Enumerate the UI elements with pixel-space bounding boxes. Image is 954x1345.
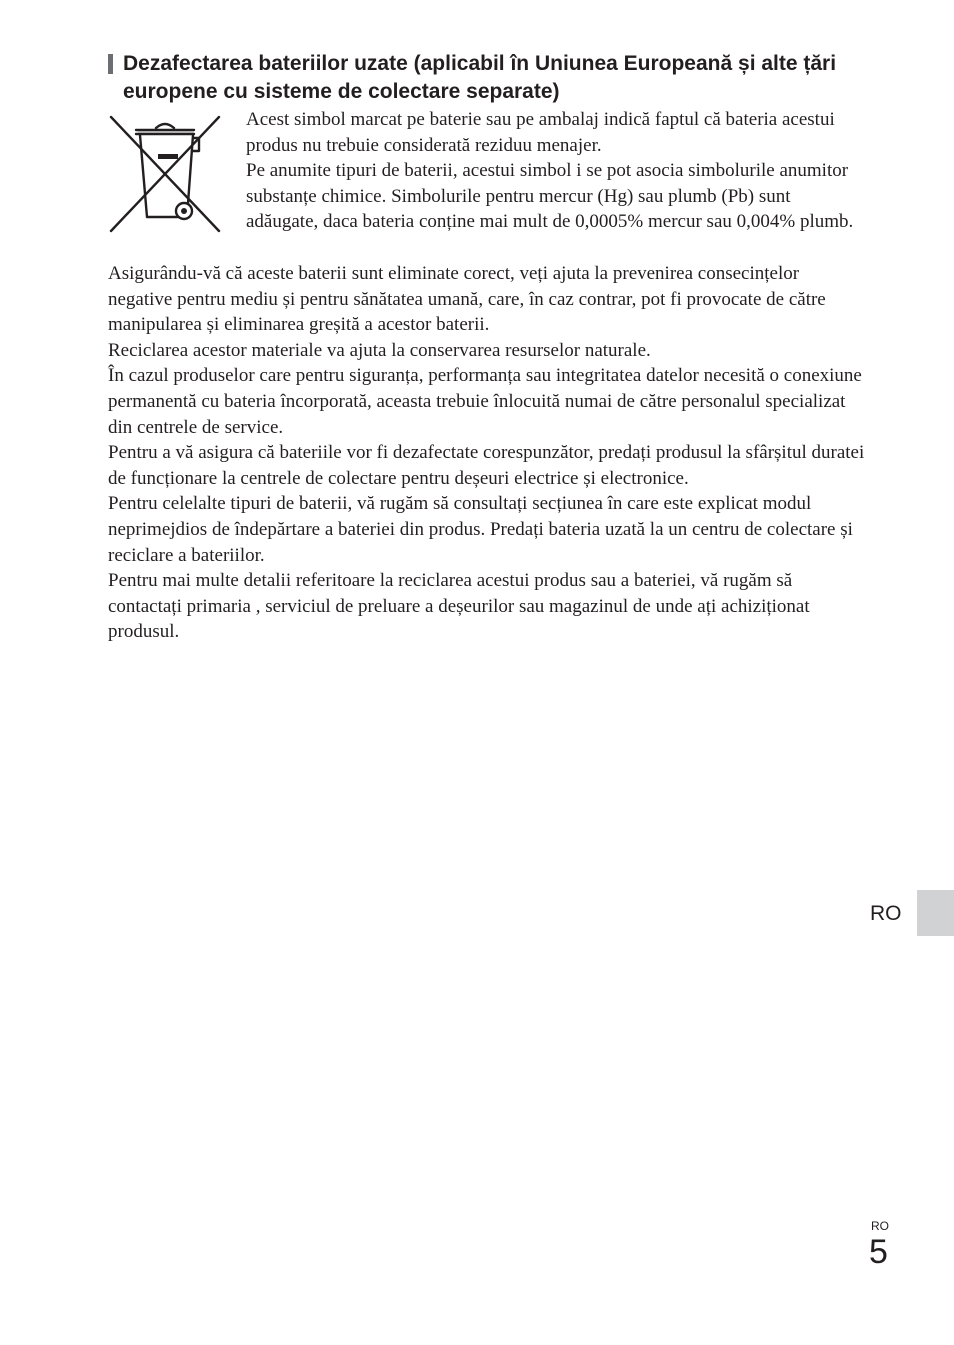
section-title: Dezafectarea bateriilor uzate (aplicabil în Uniunea Europeană și alte țări europene cu sisteme de colectare separate) (123, 52, 837, 103)
paragraph: Reciclarea acestor materiale va ajuta la conservarea resurselor naturale. (108, 339, 651, 361)
page-number: 5 (869, 1233, 888, 1271)
footer-language-code: RO (871, 1219, 889, 1233)
heading-marker (108, 54, 113, 74)
intro-paragraph: Acest simbol marcat pe baterie sau pe ambalaj indică faptul că bateria acestui produs nu trebuie considerată reziduu menajer. (246, 109, 835, 156)
language-tab (917, 890, 954, 936)
paragraph: Pentru celelalte tipuri de baterii, vă rugăm să consultați secțiunea în care este explicat modul neprimejdios de îndepărtare a bateriei din produs. Predați bateria uzată la un centru de colectare și reciclare a bateriilor. (108, 493, 853, 566)
paragraph: Asigurându-vă că aceste baterii sunt eliminate corect, veți ajuta la prevenirea consecințelor negative pentru mediu și pentru sănătatea umană, care, în caz contrar, pot fi provocate de către manipularea și eliminarea greșită a acestor baterii. (108, 263, 826, 336)
intro-text (246, 107, 866, 235)
section-heading (108, 50, 868, 106)
body-text (108, 261, 868, 645)
paragraph: Pentru a vă asigura că bateriile vor fi dezafectate corespunzător, predați produsul la sfârșitul duratei de funcționare la centrele de colectare pentru deșeuri electrice și electronice. (108, 442, 865, 489)
paragraph: Pentru mai multe detalii referitoare la reciclarea acestui produs sau a bateriei, vă rugăm să contactați primaria , serviciul de preluare a deșeurilor sau magazinul de unde ați achiziționat produsul. (108, 570, 810, 643)
paragraph: În cazul produselor care pentru siguranța, performanța sau integritatea datelor necesită o conexiune permanentă cu bateria încorporată, aceasta trebuie înlocuită numai de către personalul specializat din centrele de service. (108, 365, 862, 438)
language-side-label: RO (870, 902, 902, 925)
crossed-out-wheelie-bin-icon (108, 114, 222, 234)
intro-paragraph: Pe anumite tipuri de baterii, acestui simbol i se pot asocia simbolurile anumitor substanțe chimice. Simbolurile pentru mercur (Hg) sau plumb (Pb) sunt adăugate, daca bateria conține mai mult de 0,0005% mercur sau 0,004% plumb. (246, 160, 854, 233)
